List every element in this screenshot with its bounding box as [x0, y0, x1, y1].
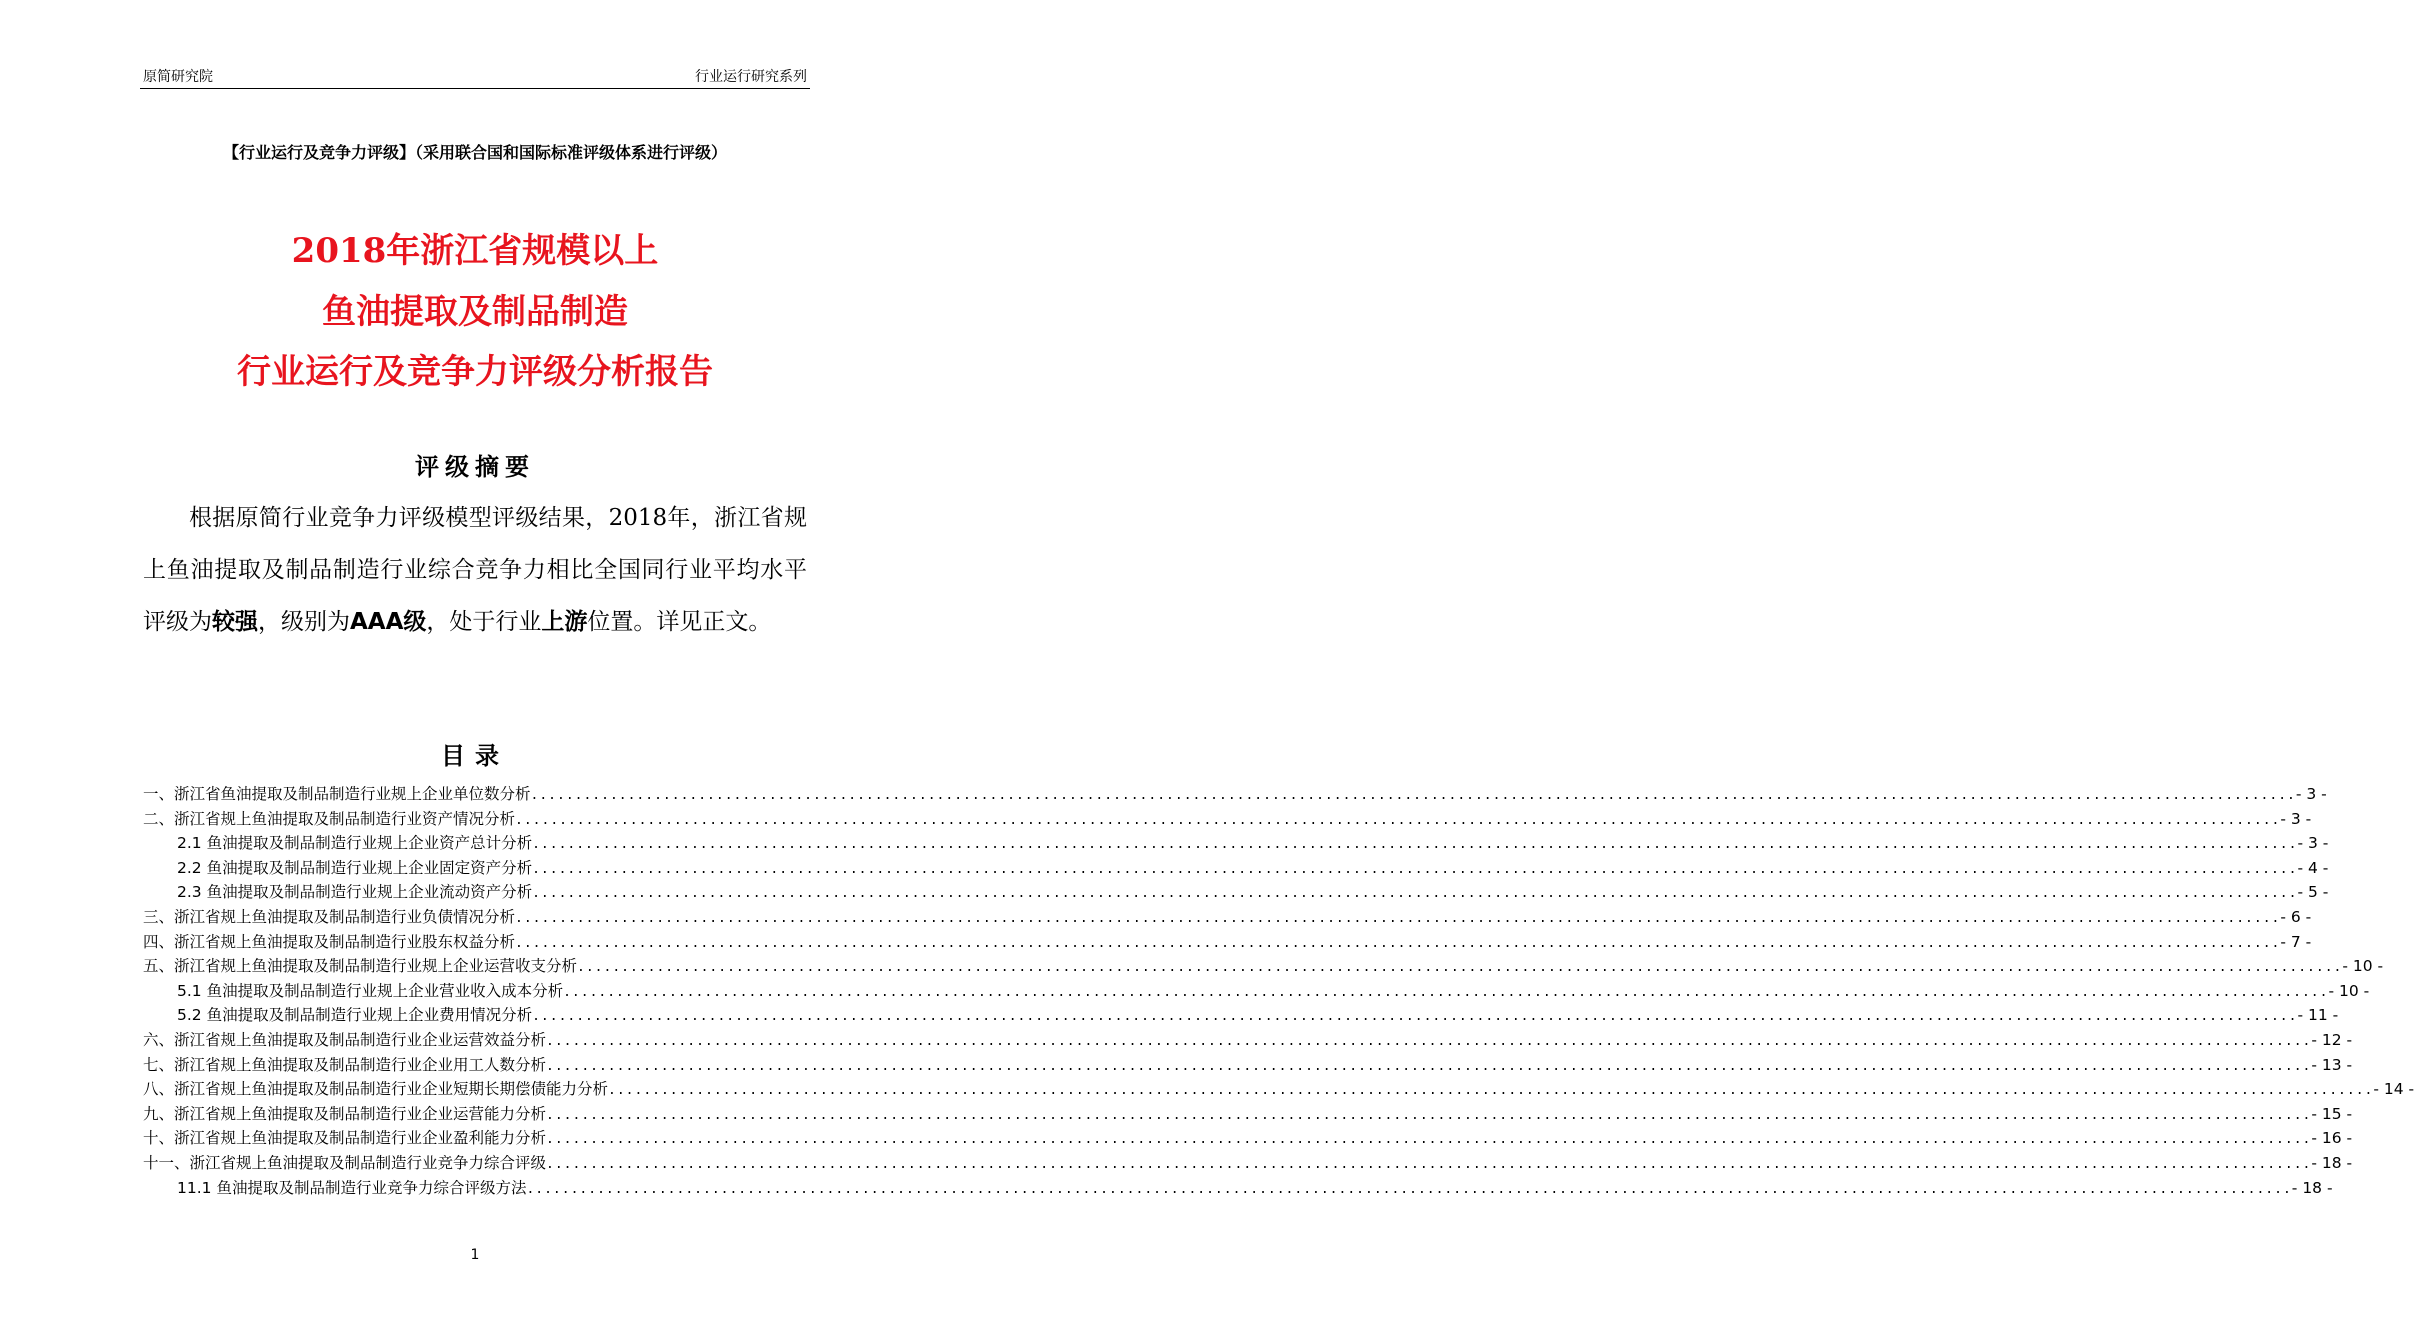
toc-dot-leader: ........................................................................................................................................................................................................ [608, 1083, 2374, 1099]
toc-entry-page: - 10 - [2342, 957, 2384, 976]
toc-entry-page: - 3 - [2280, 809, 2312, 828]
summary-rating-level: 较强 [212, 609, 258, 635]
toc-entry[interactable] [143, 807, 2312, 832]
summary-text-3: ，处于行业 [426, 609, 542, 635]
report-title-line-2: 鱼油提取及制品制造 [322, 292, 628, 332]
toc-entry[interactable] [143, 1102, 2353, 1127]
toc-entry-title: 5.2 鱼油提取及制品制造行业规上企业费用情况分析 [177, 1006, 533, 1025]
toc-entry-page: - 15 - [2311, 1104, 2353, 1123]
summary-position: 上游 [541, 609, 588, 635]
toc-entry-page: - 18 - [2291, 1178, 2333, 1197]
toc-entry-title: 五、浙江省规上鱼油提取及制品制造行业规上企业运营收支分析 [143, 957, 578, 976]
report-title-line-3: 行业运行及竞争力评级分析报告 [237, 352, 713, 392]
toc-dot-leader: ........................................................................................................................................................................................................ [546, 1107, 2312, 1123]
summary-text-2: ，级别为 [258, 609, 350, 635]
toc-entry-title: 一、浙江省鱼油提取及制品制造行业规上企业单位数分析 [143, 785, 531, 803]
toc-entry-page: - 5 - [2297, 883, 2329, 902]
toc-dot-leader: ........................................................................................................................................................................................................ [532, 1009, 2298, 1025]
toc-entry-page: - 13 - [2311, 1055, 2353, 1074]
toc-entry[interactable] [143, 782, 2327, 807]
toc-entry[interactable] [143, 930, 2312, 955]
toc-entry-page: - 12 - [2311, 1030, 2353, 1049]
summary-text-4: 位置。详见正文。 [587, 609, 772, 635]
toc-entry-page: - 18 - [2311, 1153, 2353, 1172]
toc-entry[interactable] [143, 979, 2370, 1004]
toc-entry-page: - 6 - [2280, 907, 2312, 926]
toc-entry-title: 四、浙江省规上鱼油提取及制品制造行业股东权益分析 [143, 932, 516, 951]
toc-entry-page: - 11 - [2297, 1006, 2339, 1025]
toc-entry[interactable] [143, 1176, 2333, 1201]
toc-dot-leader: ........................................................................................................................................................................................................ [515, 935, 2281, 951]
toc-dot-leader: ........................................................................................................................................................................................................ [515, 812, 2281, 828]
toc-entry[interactable] [143, 905, 2312, 930]
toc-entry[interactable] [143, 880, 2329, 905]
toc-dot-leader: ........................................................................................................................................................................................................ [532, 837, 2298, 853]
toc-dot-leader: ........................................................................................................................................................................................................ [532, 861, 2298, 877]
toc-entry[interactable] [143, 831, 2329, 856]
toc-dot-leader: ........................................................................................................................................................................................................ [526, 1181, 2292, 1197]
header-left-org: 原简研究院 [143, 69, 213, 85]
page-number: 1 [470, 1247, 480, 1263]
toc-entry-page: - 7 - [2280, 932, 2312, 951]
toc-dot-leader: ........................................................................................................................................................................................................ [546, 1058, 2312, 1074]
toc-entry-page: - 3 - [2297, 834, 2329, 853]
toc-entry-title: 2.3 鱼油提取及制品制造行业规上企业流动资产分析 [177, 883, 533, 902]
toc-entry-title: 三、浙江省规上鱼油提取及制品制造行业负债情况分析 [143, 907, 516, 926]
toc-entry[interactable] [143, 1151, 2353, 1176]
toc-dot-leader: ........................................................................................................................................................................................................ [546, 1033, 2312, 1049]
toc-heading: 目录 [441, 742, 509, 770]
toc-entry-title: 二、浙江省规上鱼油提取及制品制造行业资产情况分析 [143, 809, 516, 828]
toc-entry-title: 七、浙江省规上鱼油提取及制品制造行业企业用工人数分析 [143, 1055, 547, 1074]
header-divider [140, 88, 810, 89]
summary-rating-grade: AAA级 [350, 609, 427, 635]
toc-entry[interactable] [143, 1053, 2353, 1078]
toc-entry-title: 六、浙江省规上鱼油提取及制品制造行业企业运营效益分析 [143, 1030, 547, 1049]
toc-dot-leader: ........................................................................................................................................................................................................ [546, 1156, 2312, 1172]
toc-entry[interactable] [143, 1003, 2339, 1028]
toc-entry-page: - 16 - [2311, 1129, 2353, 1148]
toc-entry-title: 5.1 鱼油提取及制品制造行业规上企业营业收入成本分析 [177, 981, 564, 1000]
toc-dot-leader: ........................................................................................................................................................................................................ [532, 886, 2298, 902]
summary-heading: 评级摘要 [415, 453, 535, 481]
toc-entry-page: - 4 - [2297, 858, 2329, 877]
toc-entry-page: - 10 - [2328, 981, 2370, 1000]
header-right-series: 行业运行研究系列 [695, 69, 807, 85]
toc-entry[interactable] [143, 1028, 2353, 1053]
summary-text-1: 根据原简行业竞争力评级模型评级结果，2018年，浙江省规上鱼油提取及制品制造行业综合竞争力相比全国同行业平均水平评级为 [143, 505, 807, 635]
toc-entry-page: - 3 - [2295, 785, 2327, 803]
toc-entry-title: 11.1 鱼油提取及制品制造行业竞争力综合评级方法 [177, 1178, 527, 1197]
toc-entry-title: 2.1 鱼油提取及制品制造行业规上企业资产总计分析 [177, 834, 533, 853]
summary-paragraph [143, 492, 807, 648]
toc-dot-leader: ........................................................................................................................................................................................................ [563, 984, 2329, 1000]
report-title-line-1: 2018年浙江省规模以上 [291, 231, 659, 271]
toc-dot-leader: ........................................................................................................................................................................................................ [530, 788, 2296, 803]
toc-entry[interactable] [143, 954, 2384, 979]
toc-entry[interactable] [143, 856, 2329, 881]
toc-entry-title: 八、浙江省规上鱼油提取及制品制造行业企业短期长期偿债能力分析 [143, 1080, 609, 1099]
toc-entry-title: 2.2 鱼油提取及制品制造行业规上企业固定资产分析 [177, 858, 533, 877]
toc-entry-page: - 14 - [2373, 1080, 2414, 1099]
rating-label: 【行业运行及竞争力评级】（采用联合国和国际标准评级体系进行评级） [222, 143, 727, 162]
toc-entry-title: 十一、浙江省规上鱼油提取及制品制造行业竞争力综合评级 [143, 1153, 547, 1172]
toc-entry-title: 十、浙江省规上鱼油提取及制品制造行业企业盈利能力分析 [143, 1129, 547, 1148]
toc-entry[interactable] [143, 1077, 2414, 1102]
toc-entry[interactable] [143, 1126, 2353, 1151]
table-of-contents [143, 782, 2414, 1200]
toc-entry-title: 九、浙江省规上鱼油提取及制品制造行业企业运营能力分析 [143, 1104, 547, 1123]
toc-dot-leader: ........................................................................................................................................................................................................ [515, 910, 2281, 926]
toc-dot-leader: ........................................................................................................................................................................................................ [577, 960, 2343, 976]
toc-dot-leader: ........................................................................................................................................................................................................ [546, 1132, 2312, 1148]
